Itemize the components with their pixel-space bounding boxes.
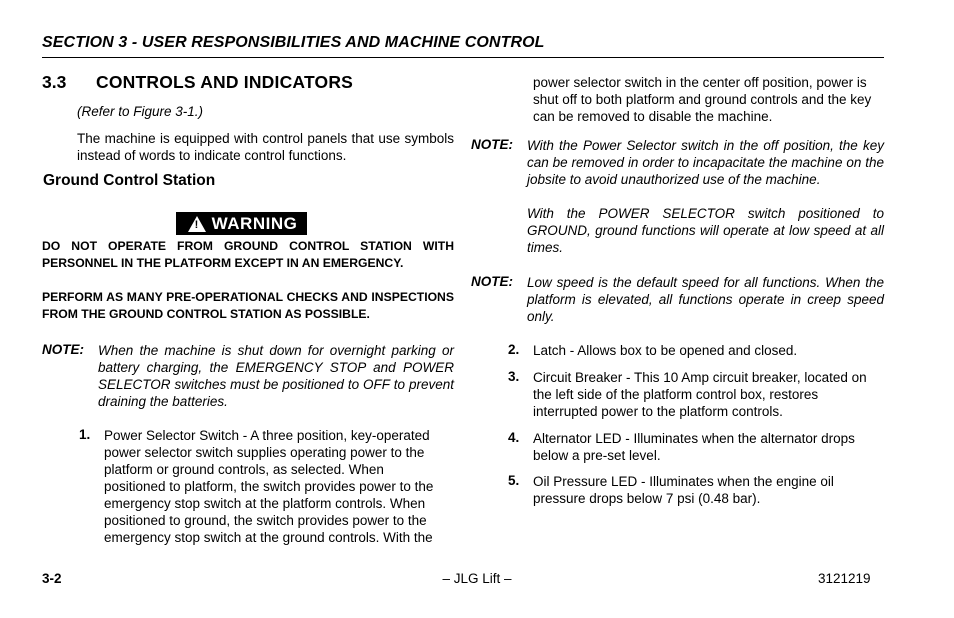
page-number: 3-2 xyxy=(42,571,62,586)
note-label-3: NOTE: xyxy=(471,274,513,289)
subheading-ground-control: Ground Control Station xyxy=(43,172,216,189)
document-number: 3121219 xyxy=(818,571,871,586)
warning-text-1: DO NOT OPERATE FROM GROUND CONTROL STATION WITH PERSONNEL IN THE PLATFORM EXCEPT IN AN EMERGENCY. xyxy=(42,239,454,270)
note-text: When the machine is shut down for overnight parking or battery charging, the EMERGENCY STOP and POWER SELECTOR switches must be positioned to OFF to prevent draining the batteries. xyxy=(98,343,454,409)
section-number: 3.3 xyxy=(42,72,67,92)
list-number-4: 4. xyxy=(508,430,520,445)
warning-banner xyxy=(176,212,307,235)
list-number-1: 1. xyxy=(79,427,91,442)
intro-paragraph: The machine is equipped with control panels that use symbols instead of words to indicate control functions. xyxy=(77,131,454,163)
list-number-2: 2. xyxy=(508,342,520,357)
list-number-5: 5. xyxy=(508,473,520,488)
list-item-1-continued: power selector switch in the center off position, power is shut off to both platform and ground controls and the key can be removed to disable the machine. xyxy=(533,75,872,124)
list-item-2: Latch - Allows box to be opened and closed. xyxy=(533,343,798,358)
warning-text-2: PERFORM AS MANY PRE-OPERATIONAL CHECKS AND INSPECTIONS FROM THE GROUND CONTROL STATION AS POSSIBLE. xyxy=(42,290,454,321)
note-text-2a: With the Power Selector switch in the off position, the key can be removed in order to incapacitate the machine on the jobsite to avoid unauthorized use of the machine. xyxy=(527,138,884,187)
list-item-4: Alternator LED - Illuminates when the alternator drops below a pre-set level. xyxy=(533,431,855,463)
note-label: NOTE: xyxy=(42,342,84,357)
section-header: SECTION 3 - USER RESPONSIBILITIES AND MACHINE CONTROL xyxy=(42,34,545,51)
warning-triangle-icon: ! xyxy=(188,216,206,232)
note-text-2b: With the POWER SELECTOR switch positioned to GROUND, ground functions will operate at low speed at all times. xyxy=(527,206,884,255)
refer-figure: (Refer to Figure 3-1.) xyxy=(77,104,204,119)
section-title: CONTROLS AND INDICATORS xyxy=(96,72,354,92)
list-item-5: Oil Pressure LED - Illuminates when the engine oil pressure drops below 7 psi (0.48 bar). xyxy=(533,474,834,506)
note-label-2: NOTE: xyxy=(471,137,513,152)
footer-brand: – JLG Lift – xyxy=(442,571,512,586)
header-rule xyxy=(42,57,884,58)
warning-label: WARNING xyxy=(211,213,298,233)
list-item-1: Power Selector Switch - A three position, key-operated power selector switch supplies operating power to the platform or ground controls, as selected. When positioned to platform, the switch provides power to the emergency stop switch at the platform controls. When positioned to ground, the switch provides power to the emergency stop switch at the ground controls. With the xyxy=(104,428,434,545)
note-text-3: Low speed is the default speed for all functions. When the platform is elevated, all functions operate in creep speed only. xyxy=(527,275,884,324)
list-item-3: Circuit Breaker - This 10 Amp circuit breaker, located on the left side of the platform control box, restores interrupted power to the platform controls. xyxy=(533,370,867,419)
list-number-3: 3. xyxy=(508,369,520,384)
